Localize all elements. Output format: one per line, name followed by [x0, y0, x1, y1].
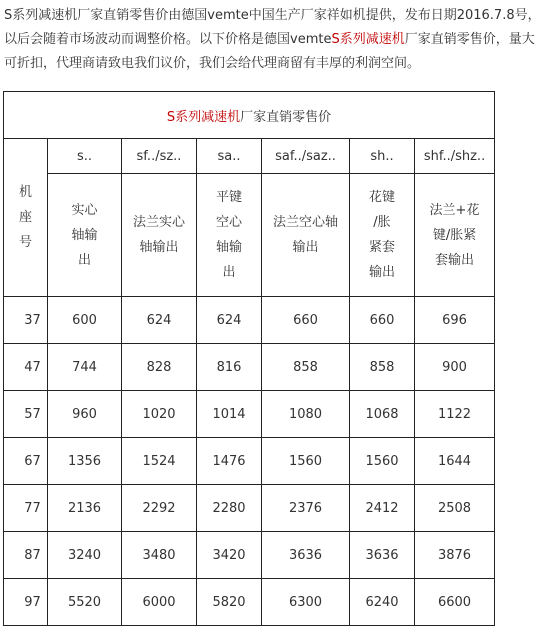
- column-description: 花键 /胀 紧套 输出: [350, 174, 415, 297]
- price-cell: 744: [48, 344, 122, 391]
- seat-number: 87: [4, 532, 48, 579]
- table-title: [4, 92, 495, 139]
- price-cell: 3420: [197, 532, 262, 579]
- seat-header-text: 机 座 号: [18, 185, 32, 250]
- price-cell: 900: [415, 344, 495, 391]
- seat-header: [4, 139, 48, 297]
- intro-text-1: S系列减速机厂家直销零售价由德国vemte中国生产厂家祥如机提供，发布日期2016.7.8号，以后会随着市场波动而调整价格。以下价格是德国vemte: [4, 8, 541, 47]
- table-title-product: S系列减速机: [166, 109, 241, 125]
- price-cell: 960: [48, 391, 122, 438]
- table-title-rest: 厂家直销零售价: [240, 109, 332, 125]
- price-cell: 6240: [350, 579, 415, 626]
- price-cell: 2280: [197, 485, 262, 532]
- table-row: [4, 579, 495, 626]
- price-cell: 816: [197, 344, 262, 391]
- price-cell: 6300: [262, 579, 350, 626]
- price-cell: 1356: [48, 438, 122, 485]
- column-description: 平键 空心 轴输 出: [197, 174, 262, 297]
- seat-number: 57: [4, 391, 48, 438]
- price-cell: 696: [415, 297, 495, 344]
- price-cell: 3636: [350, 532, 415, 579]
- price-cell: 6600: [415, 579, 495, 626]
- column-code: shf../shz..: [415, 139, 495, 174]
- column-code: sf../sz..: [122, 139, 197, 174]
- price-cell: 3876: [415, 532, 495, 579]
- table-row: [4, 344, 495, 391]
- seat-number: 37: [4, 297, 48, 344]
- price-cell: 6000: [122, 579, 197, 626]
- price-cell: 3480: [122, 532, 197, 579]
- price-cell: 660: [350, 297, 415, 344]
- price-cell: 2412: [350, 485, 415, 532]
- price-cell: 1080: [262, 391, 350, 438]
- price-cell: 5520: [48, 579, 122, 626]
- column-description: 实心 轴输 出: [48, 174, 122, 297]
- price-cell: 2136: [48, 485, 122, 532]
- price-cell: 624: [197, 297, 262, 344]
- price-cell: 624: [122, 297, 197, 344]
- column-description: 法兰空心轴 输出: [262, 174, 350, 297]
- column-code: saf../saz..: [262, 139, 350, 174]
- price-cell: 1014: [197, 391, 262, 438]
- price-cell: 1122: [415, 391, 495, 438]
- price-cell: 1560: [262, 438, 350, 485]
- table-row: [4, 532, 495, 579]
- table-row: [4, 297, 495, 344]
- price-cell: 3636: [262, 532, 350, 579]
- column-code: s..: [48, 139, 122, 174]
- price-cell: 1476: [197, 438, 262, 485]
- column-description: 法兰+花 键/胀紧 套输出: [415, 174, 495, 297]
- price-cell: 1020: [122, 391, 197, 438]
- price-cell: 858: [350, 344, 415, 391]
- column-description: 法兰实心 轴输出: [122, 174, 197, 297]
- price-cell: 2508: [415, 485, 495, 532]
- price-cell: 600: [48, 297, 122, 344]
- price-cell: 1068: [350, 391, 415, 438]
- seat-number: 47: [4, 344, 48, 391]
- seat-number: 77: [4, 485, 48, 532]
- price-cell: 828: [122, 344, 197, 391]
- price-cell: 660: [262, 297, 350, 344]
- column-code: sh..: [350, 139, 415, 174]
- price-cell: 858: [262, 344, 350, 391]
- price-cell: 5820: [197, 579, 262, 626]
- intro-text-2: 厂家直销零售价，量大可折扣，代理商请致电我们议价，我们会给代理商留有丰厚的利润空间。: [4, 32, 535, 71]
- intro-product-link[interactable]: S系列减速机: [331, 32, 405, 47]
- table-row: [4, 391, 495, 438]
- price-cell: 2376: [262, 485, 350, 532]
- table-row: [4, 438, 495, 485]
- intro-paragraph: [4, 4, 547, 76]
- price-cell: 1560: [350, 438, 415, 485]
- price-cell: 3240: [48, 532, 122, 579]
- seat-number: 97: [4, 579, 48, 626]
- price-table: [3, 91, 495, 626]
- price-cell: 1644: [415, 438, 495, 485]
- table-row: [4, 485, 495, 532]
- seat-number: 67: [4, 438, 48, 485]
- price-cell: 2292: [122, 485, 197, 532]
- column-code: sa..: [197, 139, 262, 174]
- price-cell: 1524: [122, 438, 197, 485]
